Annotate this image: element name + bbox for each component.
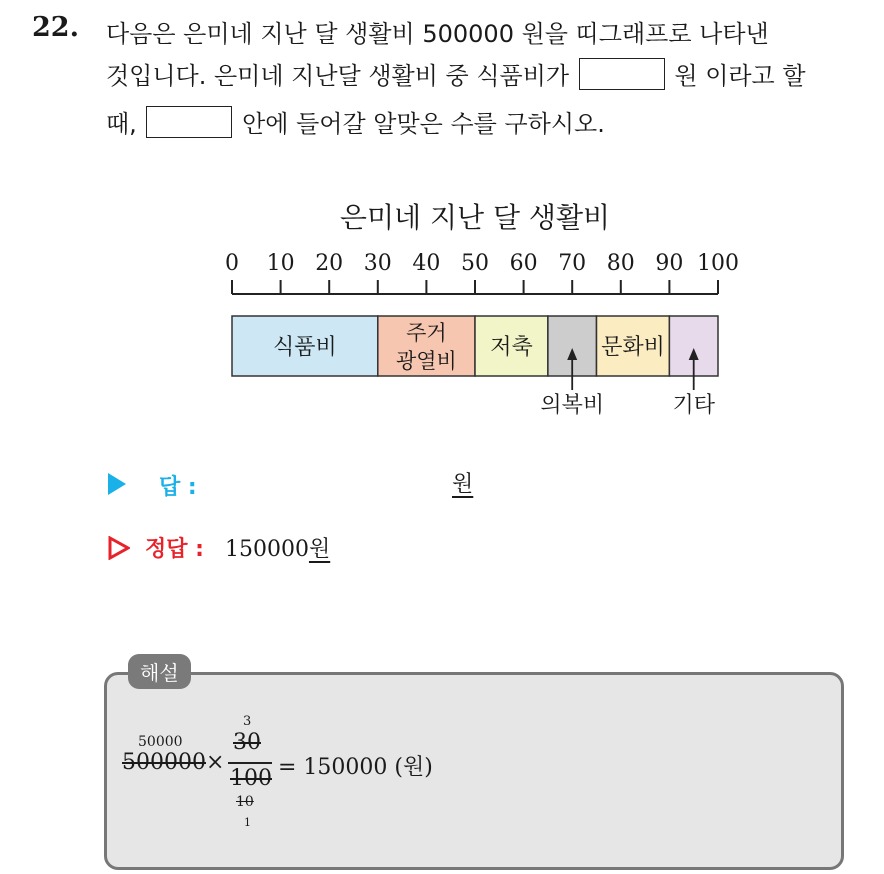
result: = 150000 (원)	[278, 755, 433, 780]
segment-label: 저축	[490, 335, 533, 360]
question-line-2-b: 원 이라고 할	[674, 62, 806, 90]
answer-label: 답 :	[159, 475, 197, 500]
segment-label: 주거	[406, 321, 447, 345]
tick-label: 100	[697, 251, 739, 276]
tick-label: 20	[315, 251, 344, 276]
tick-label: 50	[461, 251, 489, 276]
segment-label: 식품비	[273, 335, 337, 360]
correct-answer-label: 정답 :	[145, 537, 204, 562]
answer-row	[108, 470, 197, 501]
big-number: 500000	[122, 750, 206, 775]
correct-answer-row	[108, 532, 330, 563]
correct-answer-value: 150000	[224, 537, 309, 562]
question-line-3-a: 때,	[106, 110, 137, 138]
question-number: 22.	[32, 12, 79, 43]
reduced-numerator: 3	[243, 714, 252, 729]
outline-triangle-icon	[108, 536, 130, 560]
denominator: 100	[230, 766, 272, 791]
segment-label: 기타	[672, 393, 715, 418]
tick-label: 80	[606, 251, 635, 276]
tick-label: 60	[509, 251, 538, 276]
question-line-3-b: 안에 들어갈 알맞은 수를 구하시오.	[242, 110, 605, 138]
fraction-bar	[228, 762, 272, 764]
times-sign: ×	[206, 750, 225, 775]
correct-answer-unit: 원	[308, 537, 331, 562]
segment-label: 광열비	[395, 349, 457, 373]
tick-label: 0	[225, 251, 239, 276]
answer-unit: 원	[452, 472, 474, 497]
reduced-denominator: 10	[236, 794, 254, 810]
segment-label: 문화비	[601, 335, 665, 360]
tick-label: 30	[363, 251, 392, 276]
play-triangle-icon	[108, 473, 126, 495]
tick-label: 70	[558, 251, 587, 276]
reduced-denominator-2: 1	[244, 816, 251, 829]
tick-label: 40	[412, 251, 441, 276]
question-line-2-a: 것입니다. 은미네 지난달 생활비 중 식품비가	[106, 62, 570, 90]
chart-title: 은미네 지난 달 생활비	[339, 201, 611, 234]
tick-label: 90	[655, 251, 684, 276]
reduced-big-number: 50000	[138, 734, 183, 750]
numerator: 30	[233, 730, 261, 755]
tick-label: 10	[266, 251, 295, 276]
segment-label: 의복비	[540, 393, 605, 418]
explanation-tag: 해설	[128, 654, 191, 689]
question-line-1: 다음은 은미네 지난 달 생활비 500000 원을 띠그래프로 나타낸	[106, 20, 769, 48]
